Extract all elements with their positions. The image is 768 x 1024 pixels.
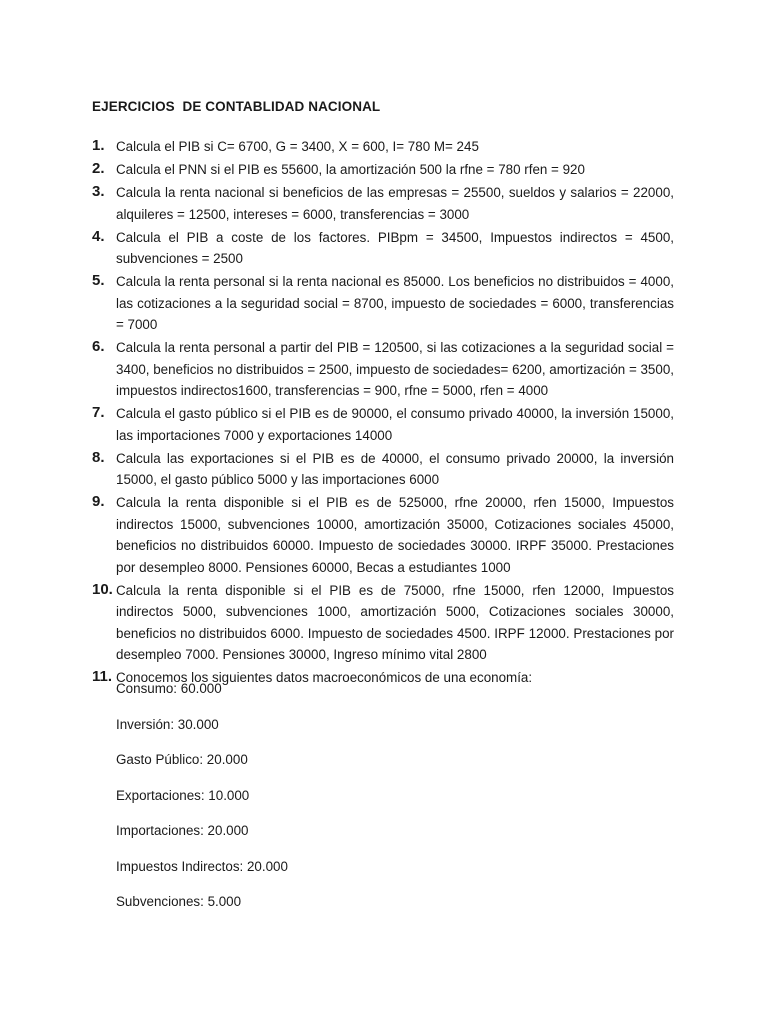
exercise-number: 4. [92,227,105,245]
exercise-number: 3. [92,183,105,200]
exercise-number: 8. [92,448,105,466]
exercise-number: 5. [92,272,105,289]
macro-data-list [116,680,288,929]
exercise-item [92,227,674,270]
exercise-text: Calcula la renta disponible si el PIB es de 75000, rfne 15000, rfen 12000, Impuestos indirectos 5000, subvenciones 1000, amortización 5000, Cotizaciones sociales 30000, beneficios no distribuidos 6000. Impuesto de sociedades 4500. IRPF 12000. Prestaciones por desempleo 7000. Pensiones 30000, Ingreso mínimo vital 2800 [116,582,674,662]
macro-data-item-exportaciones: Exportaciones: 10.000 [116,787,250,803]
exercise-item [92,492,674,578]
exercise-number: 7. [92,404,105,421]
exercise-item [92,182,674,225]
exercise-number: 2. [92,160,105,177]
exercise-text: Calcula las exportaciones si el PIB es de 40000, el consumo privado 20000, la inversión 15000, el gasto público 5000 y las importaciones 6000 [116,450,674,487]
exercise-item [92,448,674,491]
exercise-item [92,271,674,336]
exercise-item [92,337,674,402]
exercise-text: Calcula la renta personal a partir del PIB = 120500, si las cotizaciones a la seguridad social = 3400, beneficios no distribuidos = 2500, impuesto de sociedades= 6200, amortización = 3500, impuestos indirectos1600, transferencias = 900, rfne = 5000, rfen = 4000 [116,340,674,398]
exercise-number: 1. [92,137,105,154]
exercise-item [92,159,674,181]
macro-data-item-importaciones: Importaciones: 20.000 [116,823,249,838]
exercise-number: 9. [92,493,105,510]
document-title: EJERCICIOS DE CONTABLIDAD NACIONAL [92,99,381,114]
exercise-text: Conocemos los siguientes datos macroeconómicos de una economía: [116,670,533,685]
exercise-number: 11. [92,668,113,685]
exercise-list [92,136,674,690]
exercise-number: 10. [92,580,113,598]
exercise-text: Calcula el PNN si el PIB es 55600, la amortización 500 la rfne = 780 rfen = 920 [116,162,585,177]
exercise-item [92,580,674,666]
exercise-text: Calcula el PIB a coste de los factores. PIBpm = 34500, Impuestos indirectos = 4500, subvenciones = 2500 [116,229,674,266]
exercise-text: Calcula el PIB si C= 6700, G = 3400, X = 600, I= 780 M= 245 [116,139,479,154]
macro-data-item-subvenciones: Subvenciones: 5.000 [116,894,242,909]
exercise-text: Calcula la renta nacional si beneficios de las empresas = 25500, sueldos y salarios = 22000, alquileres = 12500, intereses = 6000, transferencias = 3000 [116,185,674,222]
exercise-text: Calcula la renta disponible si el PIB es de 525000, rfne 20000, rfen 15000, Impuestos indirectos 15000, subvenciones 10000, amortización 35000, Cotizaciones sociales 45000, beneficios no distribuidos 60000. Impuesto de sociedades 30000. IRPF 35000. Prestaciones por desempleo 8000. Pensiones 60000, Becas a estudiantes 1000 [116,495,674,575]
macro-data-item-consumo: Consumo: 60.000 [116,681,222,696]
exercise-text: Calcula el gasto público si el PIB es de 90000, el consumo privado 40000, la inversión 15000, las importaciones 7000 y exportaciones 14000 [116,406,674,443]
exercise-text: Calcula la renta personal si la renta nacional es 85000. Los beneficios no distribuidos = 4000, las cotizaciones a la seguridad social = 8700, impuesto de sociedades = 6000, transferencias = 7000 [116,274,674,332]
macro-data-item-impuestos-indirectos: Impuestos Indirectos: 20.000 [116,858,288,874]
macro-data-item-inversion: Inversión: 30.000 [116,716,219,732]
exercise-number: 6. [92,338,105,355]
macro-data-item-gasto-publico: Gasto Público: 20.000 [116,752,248,767]
exercise-item [92,403,674,446]
exercise-item [92,136,674,158]
